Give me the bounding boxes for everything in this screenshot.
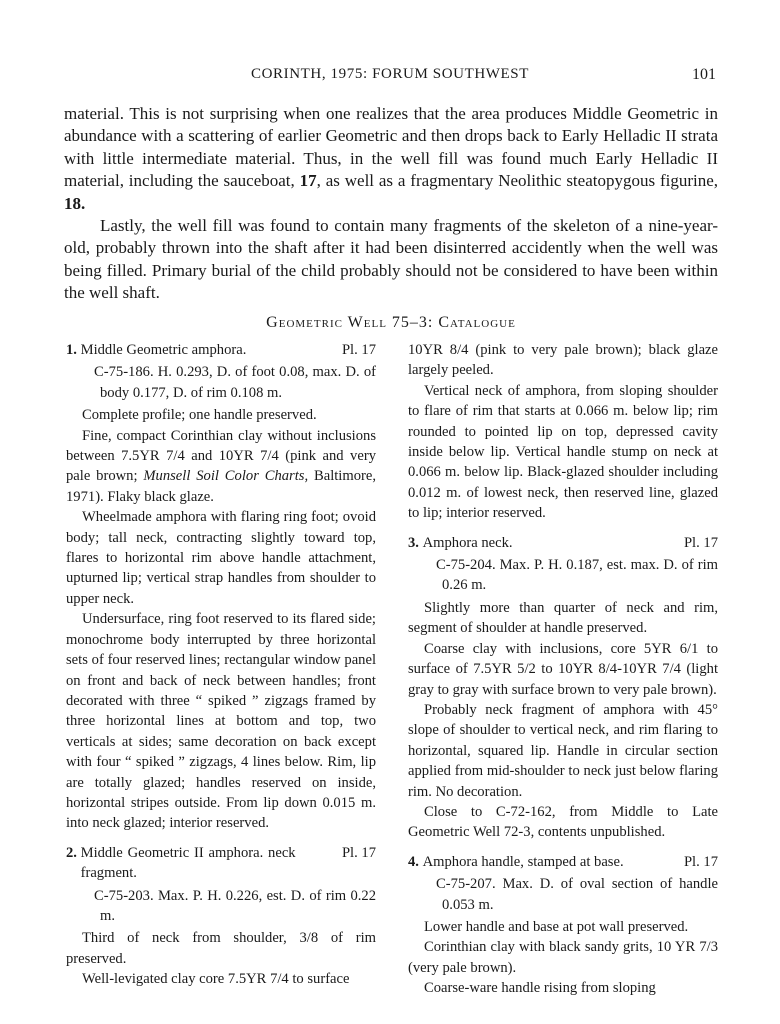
inventory-details: C-75-207. Max. D. of oval section of handle 0.053 m. <box>436 876 718 913</box>
entry-paragraph: Probably neck fragment of amphora with 45° slope of shoulder to vertical neck, and rim flaring to horizontal, squared lip. Handle in circular section applied from mid-shoulder to neck just below flaring rim. No decoration. <box>408 701 718 800</box>
entry-paragraph: Slightly more than quarter of neck and rim, segment of shoulder at handle preserved. <box>408 599 718 637</box>
intro-text <box>64 103 718 305</box>
catalogue-column-right <box>408 340 718 999</box>
entry-text: Baltimore, 1971). Flaky black glaze. <box>66 468 376 505</box>
running-head <box>64 66 716 86</box>
entry-paragraph: Corinthian clay with black sandy grits, 10 YR 7/3 (very pale brown). <box>408 939 718 976</box>
plate-reference: Pl. 17 <box>341 342 376 358</box>
intro-p1-text-a: material. This is not surprising when one realizes that the area produces Middle Geometric in abundance with a scattering of earlier Geometric and then drops back to Early Helladic II strata with little intermediate material. Thus, in the well fill was found much Early Helladic II material, including the sauceboat, <box>64 104 718 191</box>
entry-heading <box>408 533 718 553</box>
plate-reference: Pl. 17 <box>341 844 376 861</box>
entry-number: 4. <box>408 853 419 870</box>
catalogue-entry <box>408 533 718 843</box>
inventory-details: C-75-186. H. 0.293, D. of foot 0.08, max. D. of body 0.177, D. of rim 0.108 m. <box>94 364 376 401</box>
catalogue-entry <box>408 852 718 999</box>
entry-heading <box>66 340 376 360</box>
entry-heading <box>66 843 376 884</box>
entry-title: Amphora neck. <box>422 534 513 551</box>
section-heading: Geometric Well 75–3: Catalogue <box>266 314 516 331</box>
entry-paragraph: Third of neck from shoulder, 3/8 of rim preserved. <box>66 930 376 967</box>
entry-number: 2. <box>66 844 77 861</box>
publication-title: Munsell Soil Color Charts, <box>143 468 309 485</box>
intro-paragraph-2: Lastly, the well fill was found to contain many fragments of the skeleton of a nine-year-old, probably thrown into the shaft after it had been disinterred accidently when the well was being filled. Primary burial of the child probably should not be considered to have been within the well shaft. <box>64 216 718 303</box>
entry-paragraph: Lower handle and base at pot wall preserved. <box>424 918 689 935</box>
entry-paragraph-continued: 10YR 8/4 (pink to very pale brown); black glaze largely peeled. <box>408 342 718 379</box>
running-title: CORINTH, 1975: FORUM SOUTHWEST <box>250 66 529 82</box>
inventory-details: C-75-204. Max. P. H. 0.187, est. max. D. of rim 0.26 m. <box>436 557 718 594</box>
entry-paragraph: Vertical neck of amphora, from sloping shoulder to flare of rim that starts at 0.066 m. below lip; rim rounded to pointed lip on top, depressed cavity inside below lip. Vertical handle stump on neck at 0.066 m. below lip. Black-glazed shoulder including 0.012 m. of lowest neck, then reserved line, glazed to lip; interior reserved. <box>408 382 718 522</box>
entry-paragraph: Coarse-ware handle rising from sloping <box>424 980 656 997</box>
catalogue-entry <box>66 340 376 834</box>
intro-p1-text-b: , as well as a fragmentary Neolithic steatopygous figurine, <box>316 171 719 191</box>
entry-title: Middle Geometric II amphora. neck fragment. <box>80 844 296 882</box>
intro-paragraph-1 <box>64 103 718 215</box>
entry-heading <box>408 852 718 872</box>
entry-paragraph: Well-levigated clay core 7.5YR 7/4 to surface <box>82 971 350 988</box>
inventory-details: C-75-203. Max. P. H. 0.226, est. D. of rim 0.22 m. <box>94 887 376 924</box>
entry-paragraph: Wheelmade amphora with flaring ring foot; ovoid body; tall neck, contracting slightly toward top, flares to horizontal rim above handle attachment, upturned lip; vertical strap handles from shoulder to upper neck. <box>66 509 376 607</box>
catalogue-column-left <box>66 340 376 990</box>
entry-paragraph: Coarse clay with inclusions, core 5YR 6/1 to surface of 7.5YR 5/2 to 10YR 8/4-10YR 7/4 (light gray to gray with surface brown to very pale brown). <box>408 640 718 698</box>
plate-reference: Pl. 17 <box>683 534 718 551</box>
entry-text: Fine, compact Corinthian clay without inclusions between 7.5YR 7/4 and 10YR 7/4 (pink and very pale brown; <box>66 427 376 485</box>
entry-paragraph <box>66 426 376 508</box>
entry-number: 3. <box>408 534 419 551</box>
page-number: 101 <box>692 66 716 83</box>
entry-paragraph: Undersurface, ring foot reserved to its flared side; monochrome body interrupted by three horizontal sets of four reserved lines; rectangular window panel on front and back of neck between handles; front decorated with three “ spiked ” zigzags framed by three horizontal lines at bottom and top, two verticals at sides; same decoration on back except with four “ spiked ” zigzags, 4 lines below. Rim, lip are totally glazed; handles reserved on inside, horizontal stripes outside. From lip down 0.015 m. into neck glazed; interior reserved. <box>66 611 376 832</box>
entry-paragraph: Complete profile; one handle preserved. <box>82 407 317 424</box>
entry-paragraph: Close to C-72-162, from Middle to Late Geometric Well 72-3, contents unpublished. <box>408 803 718 841</box>
plate-reference: Pl. 17 <box>683 853 718 870</box>
catalogue-ref-18: 18. <box>64 193 86 213</box>
entry-title: Amphora handle, stamped at base. <box>422 853 624 870</box>
catalogue-entry <box>66 843 376 990</box>
entry-number: 1. <box>66 342 77 358</box>
catalogue-ref-17: 17 <box>299 171 317 191</box>
entry-title: Middle Geometric amphora. <box>80 342 247 358</box>
